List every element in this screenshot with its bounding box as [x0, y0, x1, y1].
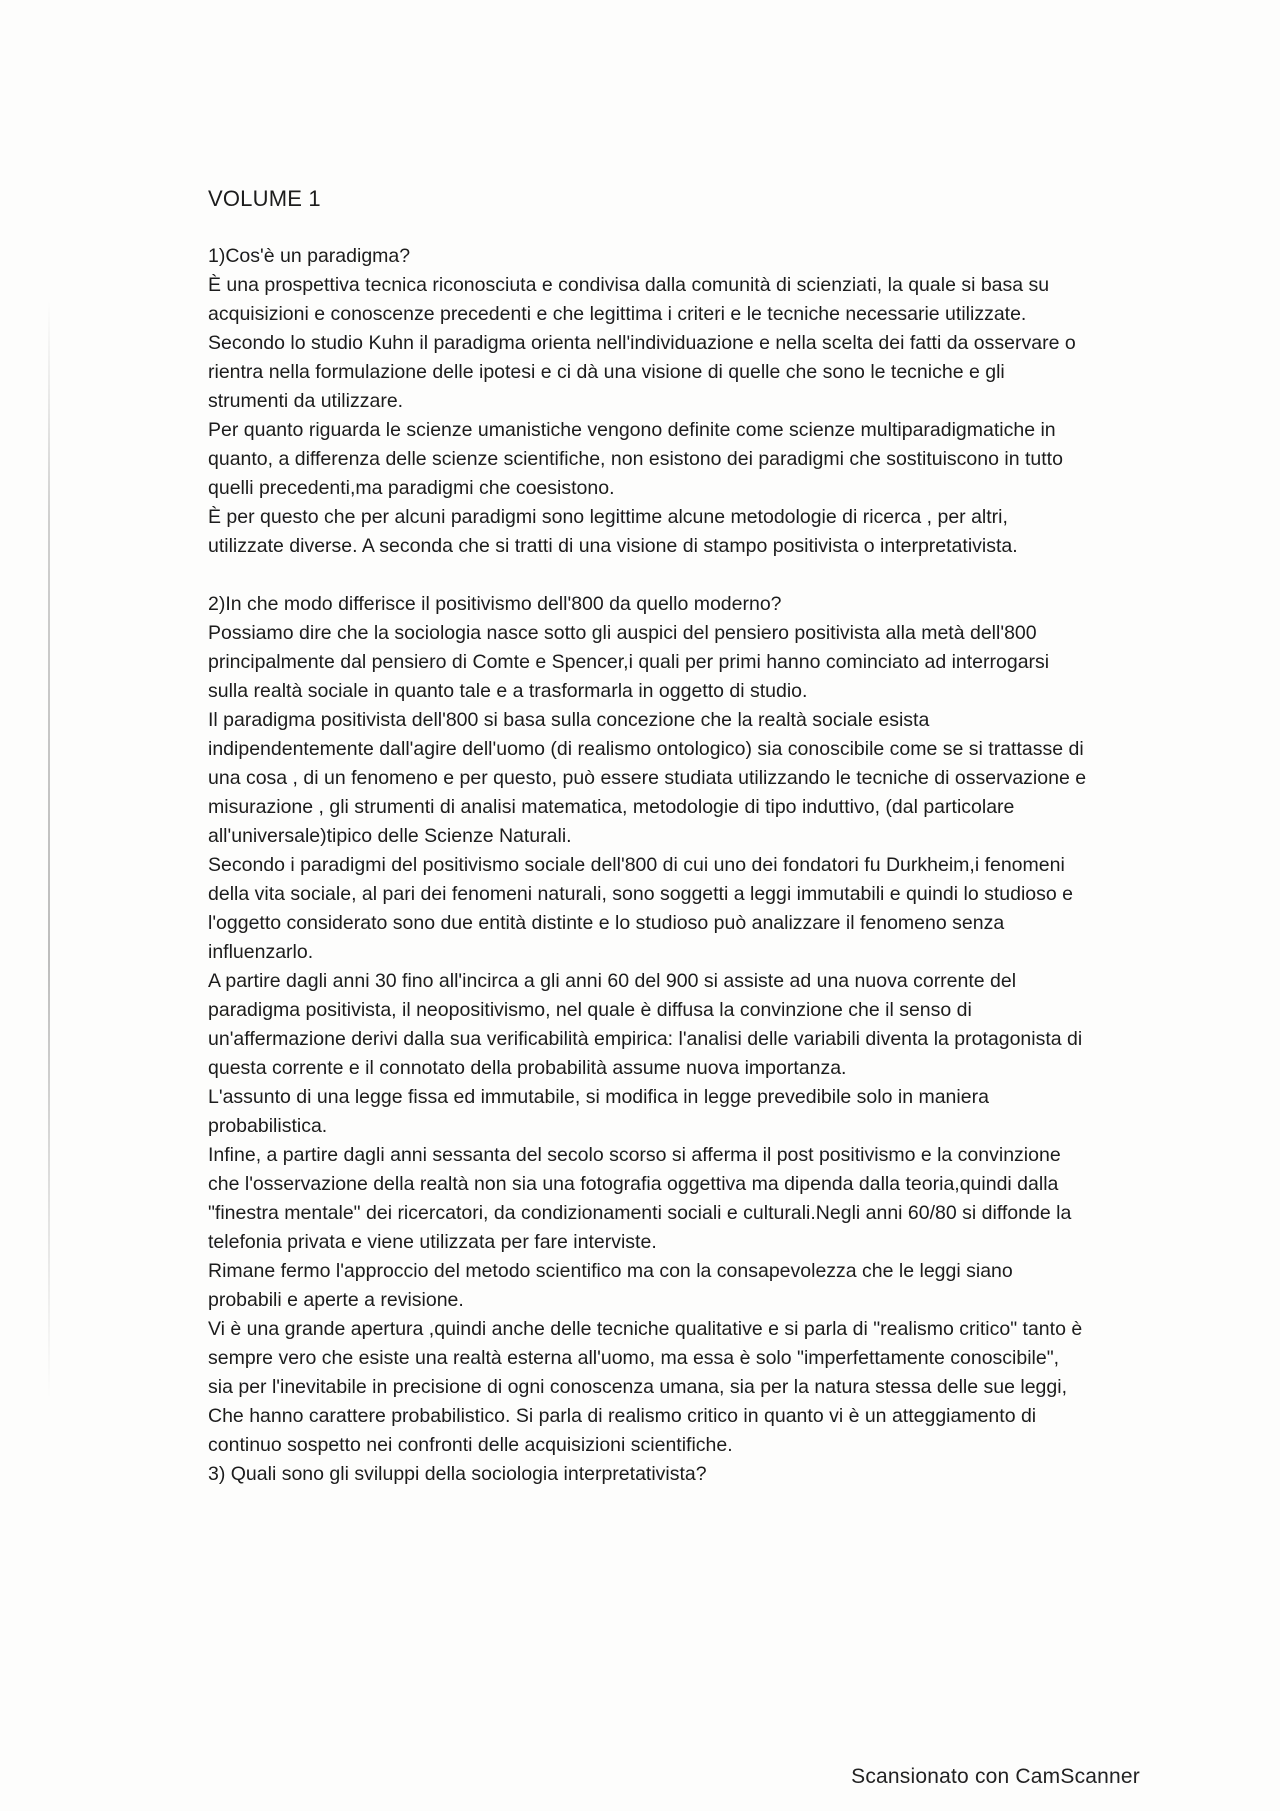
question-2: 2)In che modo differisce il positivismo dell'800 da quello moderno? — [208, 593, 782, 615]
answer-2-paragraph: Vi è una grande apertura ,quindi anche delle tecniche qualitative e si parla di "realismo critico" tanto è sempre vero che esiste una realtà esterna all'uomo, ma essa è solo "imperfettamente conoscibile", sia per l'inevitabile in precisione di ogni conoscenza umana, sia per la natura stessa delle sue leggi, Che hanno carattere probabilistico. Si parla di realismo critico in quanto vi è un atteggiamento di continuo sospetto nei confronti delle acquisizioni scientifiche. — [208, 1318, 1083, 1456]
answer-2-paragraph: Secondo i paradigmi del positivismo sociale dell'800 di cui uno dei fondatori fu Durkheim,i fenomeni della vita sociale, al pari dei fenomeni naturali, sono soggetti a leggi immutabili e quindi lo studioso e l'oggetto considerato sono due entità distinte e lo studioso può analizzare il fenomeno senza influenzarlo. — [208, 854, 1074, 963]
section-1 — [208, 242, 1088, 561]
document-title: VOLUME 1 — [208, 186, 321, 211]
answer-1-paragraph: È per questo che per alcuni paradigmi sono legittime alcune metodologie di ricerca , per altri, utilizzate diverse. A seconda che si tratti di una visione di stampo positivista o interpretativista. — [208, 506, 1018, 557]
answer-2-paragraph: Possiamo dire che la sociologia nasce sotto gli auspici del pensiero positivista alla metà dell'800 principalmente dal pensiero di Comte e Spencer,i quali per primi hanno cominciato ad interrogarsi sulla realtà sociale in quanto tale e a trasformarla in oggetto di studio. — [208, 622, 1050, 702]
section-2 — [208, 590, 1088, 1460]
answer-1-paragraph: È una prospettiva tecnica riconosciuta e condivisa dalla comunità di scienziati, la quale si basa su acquisizioni e conoscenze precedenti e che legittima i criteri e le tecniche necessarie utilizzate. — [208, 274, 1050, 325]
document-body — [208, 186, 1088, 1489]
answer-1-paragraph: Per quanto riguarda le scienze umanistiche vengono definite come scienze multiparadigmatiche in quanto, a differenza delle scienze scientifiche, non esistono dei paradigmi che sostituiscono in tutto quelli precedenti,ma paradigmi che coesistono. — [208, 419, 1063, 499]
answer-1-paragraph: Secondo lo studio Kuhn il paradigma orienta nell'individuazione e nella scelta dei fatti da osservare o rientra nella formulazione delle ipotesi e ci dà una visione di quelle che sono le tecniche e gli strumenti da utilizzare. — [208, 332, 1076, 412]
scan-edge-shadow — [48, 300, 50, 1400]
answer-2-paragraph: Infine, a partire dagli anni sessanta del secolo scorso si afferma il post positivismo e la convinzione che l'osservazione della realtà non sia una fotografia oggettiva ma dipenda dalla teoria,quindi dalla "finestra mentale" dei ricercatori, da condizionamenti sociali e culturali.Negli anni 60/80 si diffonde la telefonia privata e viene utilizzata per fare interviste. — [208, 1144, 1072, 1253]
camscanner-watermark: Scansionato con CamScanner — [851, 1765, 1140, 1788]
section-3 — [208, 1460, 1088, 1489]
answer-2-paragraph: Rimane fermo l'approccio del metodo scientifico ma con la consapevolezza che le leggi siano probabili e aperte a revisione. — [208, 1260, 1013, 1311]
answer-2-paragraph: Il paradigma positivista dell'800 si basa sulla concezione che la realtà sociale esista indipendentemente dall'agire dell'uomo (di realismo ontologico) sia conoscibile come se si trattasse di una cosa , di un fenomeno e per questo, può essere studiata utilizzando le tecniche di osservazione e misurazione , gli strumenti di analisi matematica, metodologie di tipo induttivo, (dal particolare all'universale)tipico delle Scienze Naturali. — [208, 709, 1087, 847]
question-1: 1)Cos'è un paradigma? — [208, 245, 411, 267]
answer-2-paragraph: A partire dagli anni 30 fino all'incirca a gli anni 60 del 900 si assiste ad una nuova corrente del paradigma positivista, il neopositivismo, nel quale è diffusa la convinzione che il senso di un'affermazione derivi dalla sua verificabilità empirica: l'analisi delle variabili diventa la protagonista di questa corrente e il connotato della probabilità assume nuova importanza. — [208, 970, 1083, 1079]
question-3: 3) Quali sono gli sviluppi della sociologia interpretativista? — [208, 1463, 707, 1485]
answer-2-paragraph: L'assunto di una legge fissa ed immutabile, si modifica in legge prevedibile solo in maniera probabilistica. — [208, 1086, 989, 1137]
